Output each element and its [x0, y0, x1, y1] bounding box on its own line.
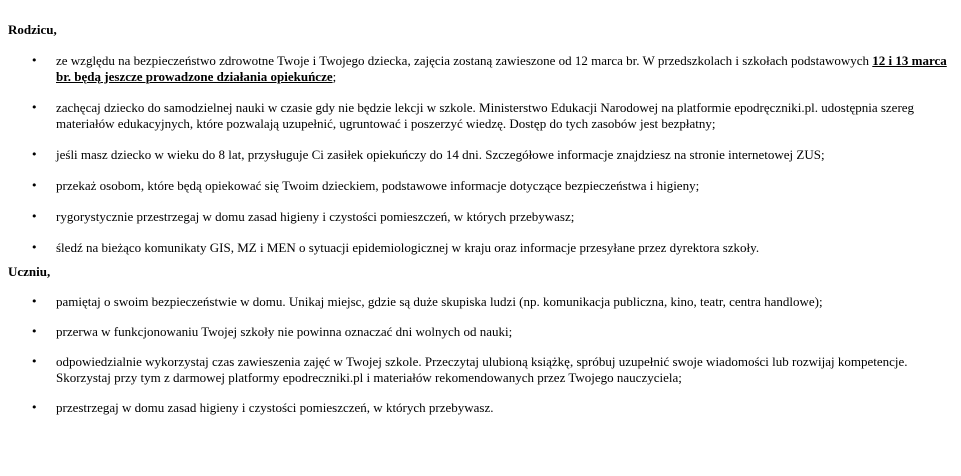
list-item	[8, 53, 961, 85]
student-heading: Uczniu,	[8, 264, 51, 279]
emphasis-text: 12 i 13 marca br. będą jeszcze prowadzone działania opiekuńcze	[56, 53, 947, 84]
parent-heading: Rodzicu,	[8, 22, 57, 37]
list-item: • śledź na bieżąco komunikaty GIS, MZ i MEN o sytuacji epidemiologicznej w kraju oraz informacje przesyłane przez dyrektora szkoły.	[8, 240, 961, 256]
list-item: • jeśli masz dziecko w wieku do 8 lat, przysługuje Ci zasiłek opiekuńczy do 14 dni. Szczegółowe informacje znajdziesz na stronie internetowej ZUS;	[8, 147, 961, 163]
item-text: ze względu na bezpieczeństwo zdrowotne Twoje i Twojego dziecka, zajęcia zostaną zawieszone od 12 marca br. W przedszkolach i szkołach podstawowych	[56, 53, 873, 68]
list-item: • przekaż osobom, które będą opiekować się Twoim dzieckiem, podstawowe informacje dotyczące bezpieczeństwa i higieny;	[8, 178, 961, 194]
list-item: • przestrzegaj w domu zasad higieny i czystości pomieszczeń, w których przebywasz.	[8, 400, 961, 416]
parent-advice-list	[8, 53, 961, 256]
student-advice-list	[8, 294, 961, 416]
list-item: • odpowiedzialnie wykorzystaj czas zawieszenia zajęć w Twojej szkole. Przeczytaj ulubioną książkę, spróbuj uzupełnić swoje wiadomości lub rozwijaj kompetencje. Skorzystaj przy tym z darmowej platformy epodreczniki.pl i materiałów rekomendowanych przez Twojego nauczyciela;	[8, 354, 961, 386]
list-item: • zachęcaj dziecko do samodzielnej nauki w czasie gdy nie będzie lekcji w szkole. Ministerstwo Edukacji Narodowej na platformie epodręczniki.pl. udostępnia szereg materiałów edukacyjnych, które pozwalają uzupełnić, ugruntować i poszerzyć wiedzę. Dostęp do tych zasobów jest bezpłatny;	[8, 100, 961, 132]
item-text: ;	[332, 69, 337, 84]
list-item: • przerwa w funkcjonowaniu Twojej szkoły nie powinna oznaczać dni wolnych od nauki;	[8, 324, 961, 340]
list-item: • rygorystycznie przestrzegaj w domu zasad higieny i czystości pomieszczeń, w których przebywasz;	[8, 209, 961, 225]
list-item: • pamiętaj o swoim bezpieczeństwie w domu. Unikaj miejsc, gdzie są duże skupiska ludzi (np. komunikacja publiczna, kino, teatr, centra handlowe);	[8, 294, 961, 310]
